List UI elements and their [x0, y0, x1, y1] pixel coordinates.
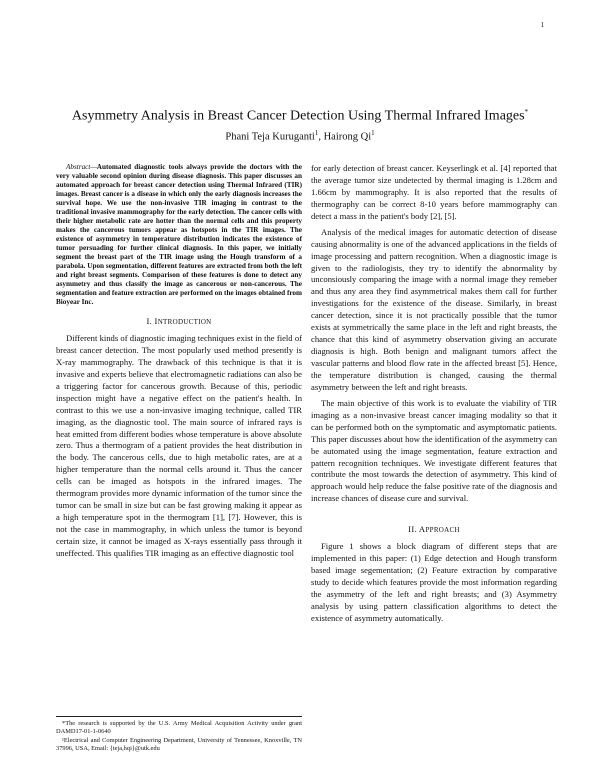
section-heading-approach: [311, 524, 557, 534]
section-number: I.: [146, 316, 153, 326]
title-text: Asymmetry Analysis in Breast Cancer Detection Using Thermal Infrared Images: [71, 108, 525, 124]
body-paragraph: The main objective of this work is to evaluate the viability of TIR imaging as a non-invasive breast cancer imaging modality so that it can be performed both on the symptomatic and asymptomatic patients. This paper discusses about how the identification of the asymmetry can be automated using the image segmentation, feature extraction and pattern recognition techniques. We investigate different features that contribute the most towards the detection of asymmetry. This kind of approach would help reduce the false positive rate of the diagnosis and increase chances of disease cure and survival.: [311, 397, 557, 504]
footnotes: [56, 716, 302, 753]
left-column: [56, 163, 302, 564]
section-title-initial: A: [418, 524, 426, 535]
right-column: [311, 163, 557, 629]
author-affiliation-mark: 1: [371, 129, 375, 137]
section-title-rest: PPROACH: [425, 526, 460, 535]
author-affiliation-mark: 1: [314, 129, 319, 137]
author-name: Hairong Qi: [323, 131, 372, 143]
abstract-text: Automated diagnostic tools always provide the doctors with the very valuable second opinion during disease diagnosis. This paper discusses an automated approach for breast cancer detection using Thermal Infrared (TIR) images. Breast cancer is a disease in which only the early diagnosis increases the survival hope. We use the non-invasive TIR imaging in contrast to the traditional invasive mammography for the early detection. The cancer cells with their higher metabolic rate are hotter than the normal cells and this property makes the cancerous tumors appear as hotspots in the TIR images. The existence of asymmetry in temperature distribution indicates the existence of tumor persuading for further clinical diagnosis. In this paper, we initially segment the breast part of the TIR image using the Hough transform of a parabola. Upon segmentation, different features are extracted from both the left and right breast segments. Comparison of these features is done to detect any asymmetry and thus classify the image as cancerous or non-cancerous. The segmentation and feature extraction are performed on the images obtained from Bioyear Inc.: [56, 163, 302, 306]
footnote-affiliation: ¹Electrical and Computer Engineering Department, University of Tennessee, Knoxville, TN 37996, USA, Email: {teja,hqi}@utk.edu: [56, 736, 302, 752]
section-heading-introduction: [56, 316, 302, 326]
author-name: Phani Teja Kuruganti: [225, 131, 315, 143]
abstract-label: Abstract—: [66, 163, 97, 171]
section-number: II.: [408, 524, 417, 535]
author-line: [40, 129, 560, 143]
abstract: [56, 163, 302, 307]
section-title-initial: I: [154, 316, 158, 326]
footnote-funding: *The research is supported by the U.S. Army Medical Acquisition Activity under grant DAMD17-01-1-0640: [56, 720, 302, 736]
page-number: 1: [540, 21, 544, 29]
paper-title: [40, 108, 560, 125]
author-separator: ,: [318, 131, 324, 143]
intro-paragraph: Different kinds of diagnostic imaging techniques exist in the field of breast cancer detection. The most popularly used method presently is X-ray mammography. The drawback of this technique is that it is invasive and experts believe that electromagnetic radiations can also be a triggering factor for cancerous growth. Because of this, periodic inspection might have a negative effect on the patient's health. In contrast to this we use a non-invasive imaging technique, called TIR imaging, as the diagnostic tool. The main source of infrared rays is heat emitted from different bodies whose temperature is above absolute zero. Thus a thermogram of a patient provides the heat distribution in the body. The cancerous cells, due to high metabolic rates, are at a higher temperature than the normal cells around it. Thus the cancer cells can be imaged as hotspots in the infrared images. The thermogram provides more dynamic information of the tumor since the tumor can be small in size but can be fast growing making it appear as a high temperature spot in the thermogram [1], [7]. However, this is not the case in mammography, in which unless the tumor is beyond certain size, it cannot be imaged as X-rays essentially pass through it uneffected. This qualifies TIR imaging as an effective diagnostic tool: [56, 333, 302, 558]
body-paragraph: for early detection of breast cancer. Keyserlingk et al. [4] reported that the average tumor size undetected by thermal imaging is 1.28cm and 1.66cm by mammography. It is also reported that the results of thermography can be correct 8-10 years before mammography can detect a mass in the patient's body [2], [5].: [311, 163, 557, 221]
approach-paragraph: Figure 1 shows a block diagram of different steps that are implemented in this paper: (1) Edge detection and Hough transform based image segementation; (2) Feature extraction by comparative study to decide which features provide the most information regarding the asymmetry of the left and right breasts; and (3) Asymmetry analysis by using pattern classification algorithms to detect the existence of asymmetry automatically.: [311, 541, 557, 623]
body-paragraph: Analysis of the medical images for automatic detection of disease causing abnormality is one of the advanced applications in the fields of image processing and pattern recognition. When a diagnostic image is given to the radiologists, they try to identify the abnormality by unconsiously comparing the image with a normal image they remeber and thus any area they find asymmetrical makes them call for further investigations for the existence of the disease. Similarly, in breast cancer detection, since it is not practically possible that the tumor exists at symmetrically the same place in the left and right breasts, the chance that this kind of asymmetry observation giving an accurate diagnosis is high. Both benign and malignant tumors affect the vascular patterns and blood flow rate in the affected breast [5]. Hence, the temperature distribution is changed, causing the thermal asymmetry between the left and right breasts.: [311, 226, 557, 392]
section-title-rest: NTRODUCTION: [157, 318, 212, 326]
title-footnote-mark: *: [524, 108, 529, 116]
